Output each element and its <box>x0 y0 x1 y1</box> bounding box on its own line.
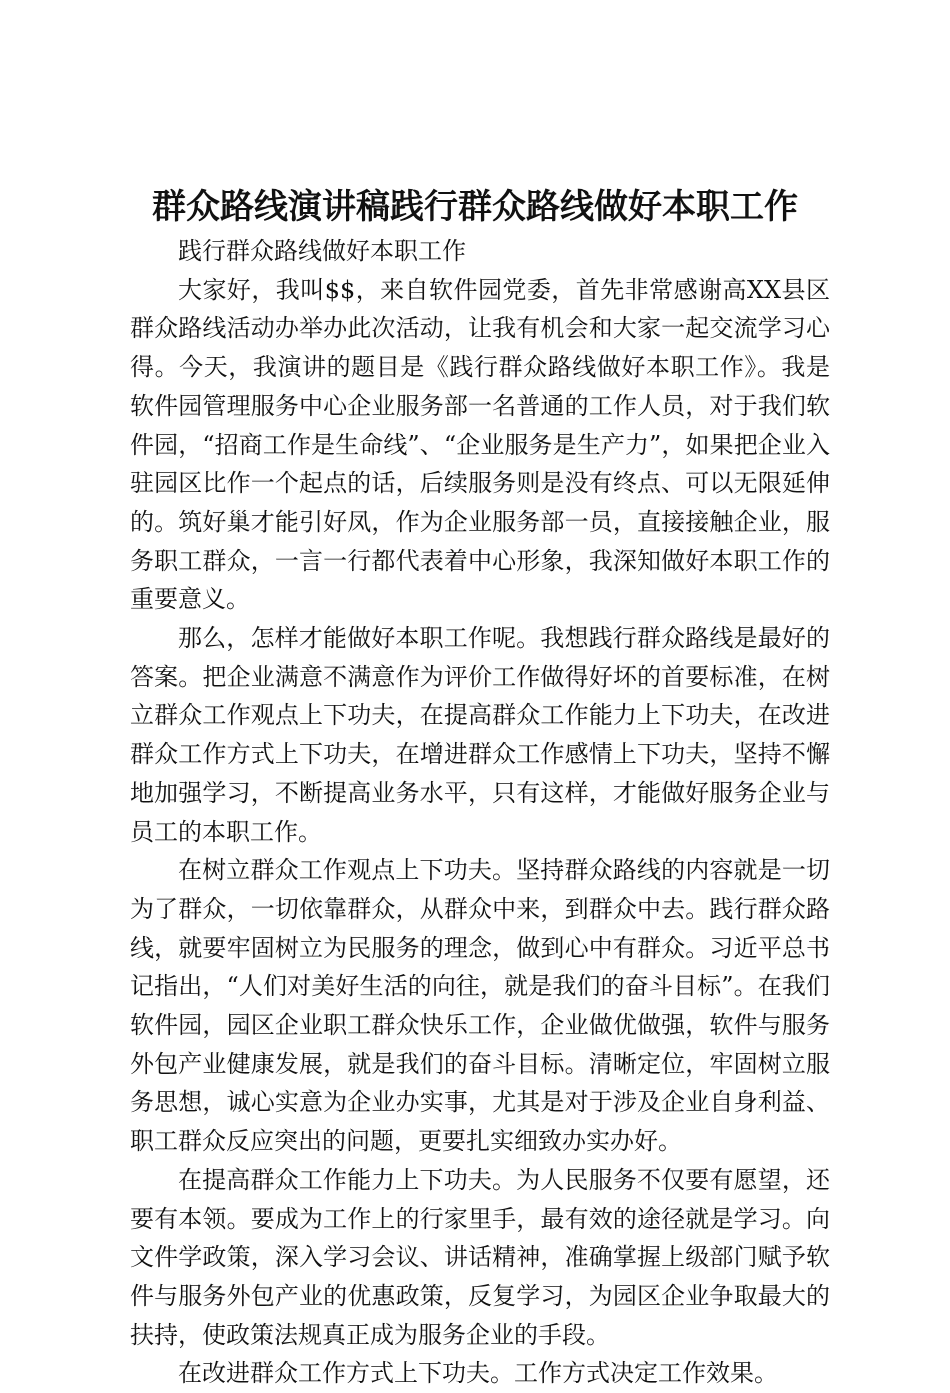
subtitle-paragraph: 践行群众路线做好本职工作 <box>178 237 466 265</box>
body-paragraph: 大家好，我叫$$，来自软件园党委，首先非常感谢高XX县区群众路线活动办举办此次活动，让我有机会和大家一起交流学习心得。今天，我演讲的题目是《践行群众路线做好本职工作》。我是软件园管理服务中心企业服务部一名普通的工作人员，对于我们软件园，“招商工作是生命线”、“企业服务是生产力”，如果把企业入驻园区比作一个起点的话，后续服务则是没有终点、可以无限延伸的。筑好巢才能引好凤，作为企业服务部一员，直接接触企业，服务职工群众，一言一行都代表着中心形象，我深知做好本职工作的重要意义。 <box>130 275 830 614</box>
body-paragraph: 在提高群众工作能力上下功夫。为人民服务不仅要有愿望，还要有本领。要成为工作上的行家里手，最有效的途径就是学习。向文件学政策，深入学习会议、讲话精神，准确掌握上级部门赋予软件与服务外包产业的优惠政策，反复学习，为园区企业争取最大的扶持，使政策法规真正成为服务企业的手段。 <box>130 1165 830 1349</box>
document-body <box>130 232 830 1393</box>
document-title: 群众路线演讲稿践行群众路线做好本职工作 <box>152 187 798 227</box>
body-paragraph: 在改进群众工作方式上下功夫。工作方式决定工作效果。 <box>178 1359 778 1388</box>
body-paragraph: 在树立群众工作观点上下功夫。坚持群众路线的内容就是一切为了群众，一切依靠群众，从群众中来，到群众中去。践行群众路线，就要牢固树立为民服务的理念，做到心中有群众。习近平总书记指出，“人们对美好生活的向往，就是我们的奋斗目标”。在我们软件园，园区企业职工群众快乐工作，企业做优做强，软件与服务外包产业健康发展，就是我们的奋斗目标。清晰定位，牢固树立服务思想，诚心实意为企业办实事，尤其是对于涉及企业自身利益、职工群众反应突出的问题，更要扎实细致办实办好。 <box>130 856 830 1156</box>
body-paragraph: 那么，怎样才能做好本职工作呢。我想践行群众路线是最好的答案。把企业满意不满意作为评价工作做得好坏的首要标准，在树立群众工作观点上下功夫，在提高群众工作能力上下功夫，在改进群众工作方式上下功夫，在增进群众工作感情上下功夫，坚持不懈地加强学习，不断提高业务水平，只有这样，才能做好服务企业与员工的本职工作。 <box>130 624 830 846</box>
